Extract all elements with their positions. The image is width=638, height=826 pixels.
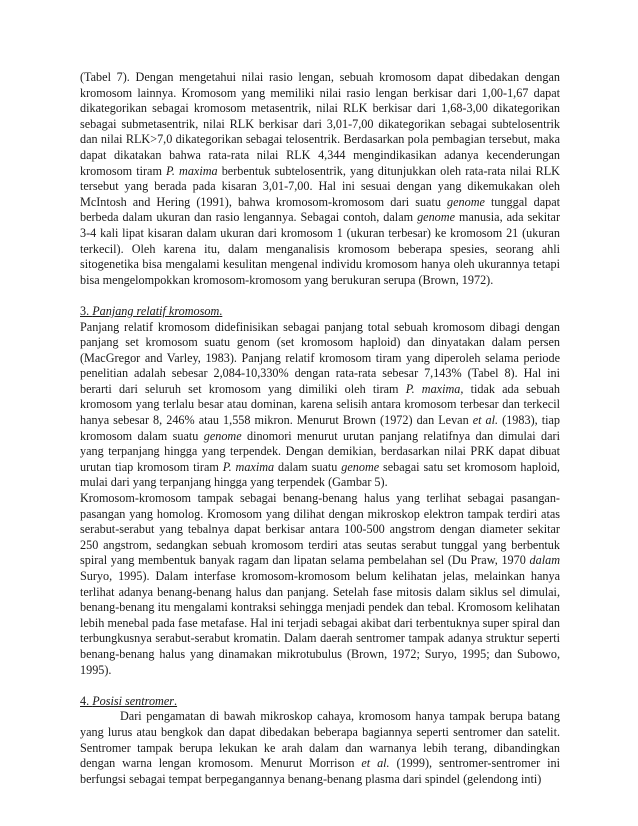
text-run: (1999), sentromer-sentromer ini berfungsi sebagai tempat berpegangannya benang-benang plasma dari spindel (gelendong inti) [80, 756, 560, 786]
italic-term: P. maxima [166, 163, 218, 178]
text-run: dalam suatu [274, 459, 342, 474]
document-page [80, 70, 560, 787]
paragraph-centromere [80, 709, 560, 787]
section-heading-relative-length [80, 304, 560, 320]
text-run: manusia, ada sekitar 3-4 kali lipat kisaran dalam ukuran dari kromosom 1 (ukuran terbesar) ke kromosom 21 (ukuran terkecil). Oleh karena itu, dalam menganalisis kromosom beberapa spesies, seorang ahli sitogenetika bisa mengalami kesulitan mengenal individu kromosom hanya oleh ukurannya tetapi bisa mengelompokkan kromosom-kromosom yang berukuran serupa (Brown, 1972). [80, 210, 561, 287]
text-run: 4. [80, 693, 93, 708]
section-heading-centromere-position [80, 694, 560, 710]
paragraph-chromosome-structure [80, 491, 560, 678]
italic-term: et al. [361, 756, 390, 771]
text-run: dinomori menurut urutan panjang relatifnya dan dimulai dari yang terpanjang hingga yang terpendek. Dengan demikian, berdasarkan nilai PRK dapat dibuat urutan tiap kromosom tiram [80, 428, 560, 474]
italic-term: genome [417, 210, 455, 225]
text-run: Suryo, 1995). Dalam interfase kromosom-kromosom belum kelihatan jelas, melainkan hanya terlihat adanya benang-benang halus dan panjang. Setelah fase mitosis dalam siklus sel dimulai, benang-benang itu mengalami kontraksi sehingga menjadi pendek dan tebal. Kromosom kelihatan lebih menebal pada fase metafase. Hal ini terjadi sebagai akibat dari terbentuknya super spiral dan terbungkusnya serabut-serabut kromatin. Dalam daerah sentromer tampak adanya struktur seperti benang-benang halus yang dinamakan mikrotubulus (Brown, 1972; Suryo, 1995; dan Subowo, 1995). [80, 569, 560, 677]
italic-term: P. maxima [222, 459, 275, 474]
italic-term: dalam [529, 553, 560, 568]
text-run: Dari pengamatan di bawah mikroskop cahaya, kromosom hanya tampak berupa batang yang lurus atau bengkok dan dapat dibedakan beberapa bagiannya seperti sentromer dan satelit. Sentromer tampak berupa lekukan ke arah dalam dan warnanya lebih terang, dibandingkan dengan warna lengan kromosom. Menurut Morrison [80, 709, 560, 771]
text-run: (1983), tiap kromosom dalam suatu [80, 413, 560, 443]
text-run: . [219, 303, 223, 318]
text-run: Panjang relatif kromosom didefinisikan sebagai panjang total sebuah kromosom dibagi dengan panjang set kromosom suatu genom (set kromosom haploid) dan dinyatakan dalam persen (MacGregor and Varley, 1983). Panjang relatif kromosom tiram yang diperoleh selama periode penelitian adalah sebesar 2,084-10,330% dengan rata-rata sebesar 7,143% (Tabel 8). Hal ini berarti dari seluruh set kromosom yang dimiliki oleh tiram [80, 319, 560, 396]
italic-term: genome [447, 194, 485, 209]
text-run: 3. [80, 303, 93, 318]
italic-term: et al. [472, 413, 499, 428]
italic-term: genome [203, 428, 242, 443]
paragraph-karyotype-arm-ratio [80, 70, 560, 288]
text-run: Kromosom-kromosom tampak sebagai benang-benang halus yang terlihat sebagai pasangan-pasangan yang homolog. Kromosom yang dilihat dengan mikroskop elektron tampak terdiri atas serabut-serabut yang tebalnya dapat berkisar antara 100-500 angstrom dengan diameter sekitar 250 angstrom, sedangkan sebuah kromosom terdiri atas seutas serabut tunggal yang berbentuk spiral yang membentuk banyak ragam dan lipatan selama pembelahan sel (Du Praw, 1970 [80, 491, 560, 568]
italic-term: genome [341, 459, 380, 474]
paragraph-gap [80, 678, 560, 694]
italic-term: P. maxima, [405, 381, 464, 396]
text-run: berbentuk subtelosentrik, yang ditunjukkan oleh rata-rata nilai RLK tersebut yang berada pada kisaran 3,01-7,00. Hal ini sesuai dengan yang dikemukakan oleh McIntosh and Hering (1991), bahwa kromosom-kromosom dari suatu [80, 163, 560, 209]
text-run: tunggal dapat berbeda dalam ukuran dan rasio lengannya. Sebagai contoh, dalam [80, 194, 560, 225]
text-run: tidak ada sebuah kromosom yang terlalu besar atau dominan, karena selisih antara kromosom terbesar dan terkecil hanya sebesar 8, 246% atau 1,558 mikron. Menurut Brown (1972) dan Levan [80, 381, 561, 428]
paragraph-relative-length [80, 320, 560, 492]
heading-title: Panjang relatif kromosom [92, 303, 220, 318]
text-run: (Tabel 7). Dengan mengetahui nilai rasio lengan, sebuah kromosom dapat dibedakan dengan kromosom lainnya. Kromosom yang memiliki nilai rasio lengan berkisar dari 1,00-1,67 dapat dikategorikan sebagai kromosom metasentrik, nilai RLK berkisar dari 1,68-3,00 dikategorikan sebagai submetasentrik, nilai RLK berkisar dari 3,01-7,00 dikategorikan sebagai subtelosentrik dan nilai RLK>7,0 dikategorikan sebagai telosentrik. Berdasarkan pola pembagian tersebut, maka dapat dikatakan bahwa rata-rata nilai RLK 4,344 mengindikasikan adanya kecenderungan kromosom tiram [80, 70, 560, 178]
paragraph-gap [80, 288, 560, 304]
text-run: . [174, 693, 178, 708]
heading-title: Posisi sentromer [92, 693, 175, 708]
text-run: sebagai satu set kromosom haploid, mulai dari yang terpanjang hingga yang terpendek (Gambar 5). [80, 459, 560, 490]
